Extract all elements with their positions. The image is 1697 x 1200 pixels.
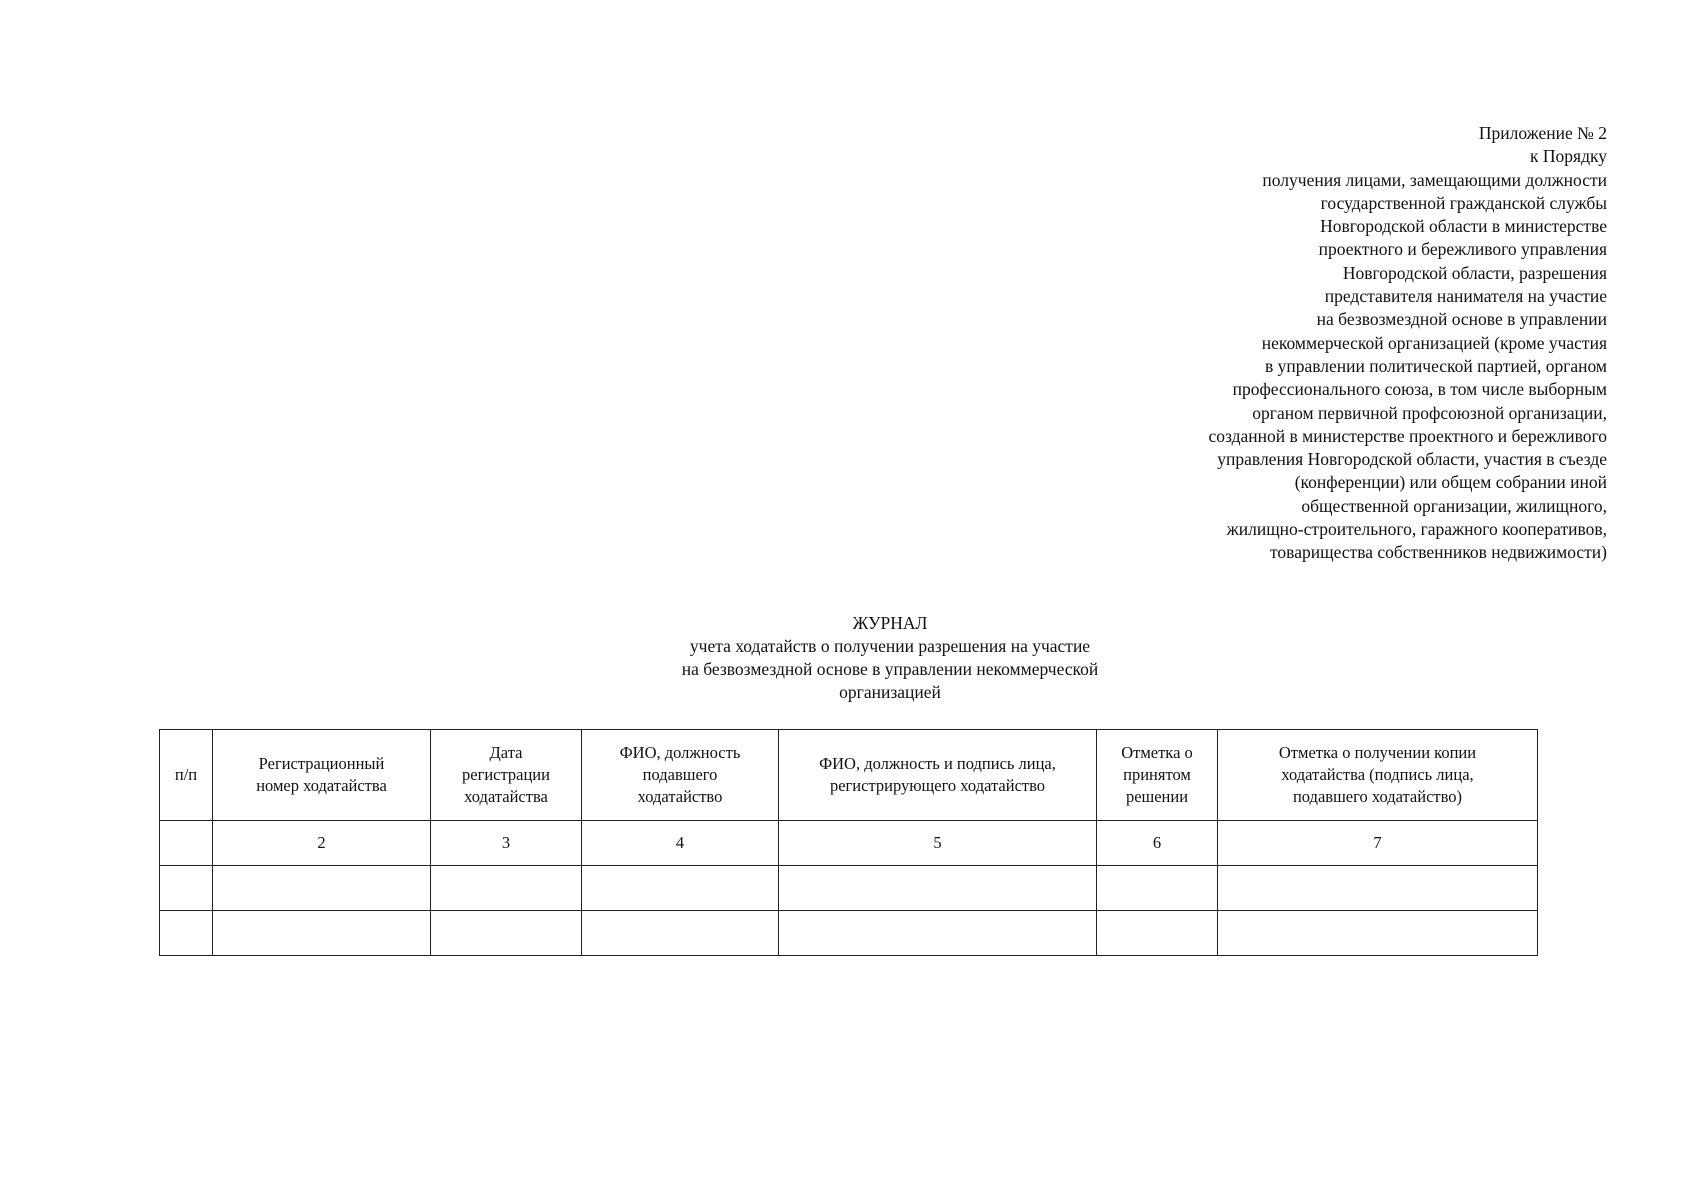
header-text: ходатайства <box>464 787 548 806</box>
journal-subtitle-line: организацией <box>839 682 941 702</box>
header-cell-registration-number <box>213 730 431 821</box>
table-cell <box>1218 911 1538 956</box>
header-text: ходатайство <box>637 787 723 806</box>
column-number-cell: 3 <box>431 821 582 866</box>
appendix-line: получения лицами, замещающими должности <box>1262 169 1607 190</box>
appendix-line: общественной организации, жилищного, <box>1301 495 1607 516</box>
header-text: Регистрационный <box>258 754 385 773</box>
journal-table <box>159 729 1538 956</box>
column-number-cell: 7 <box>1218 821 1538 866</box>
column-number-cell: 5 <box>779 821 1097 866</box>
header-text: п/п <box>174 765 198 784</box>
appendix-line: управления Новгородской области, участия в съезде <box>1217 449 1607 470</box>
table-cell <box>160 911 213 956</box>
appendix-line: к Порядку <box>1530 146 1607 167</box>
journal-subtitle-line: учета ходатайств о получении разрешения на участие <box>689 636 1091 656</box>
appendix-line: Новгородской области, разрешения <box>1342 262 1607 283</box>
header-cell-number <box>160 730 213 821</box>
header-text: Дата <box>489 743 523 762</box>
column-number-row <box>160 821 1538 866</box>
header-text: ФИО, должность и подпись лица, <box>819 754 1056 773</box>
table-row <box>160 866 1538 911</box>
appendix-line: государственной гражданской службы <box>1320 192 1607 213</box>
table-cell <box>431 911 582 956</box>
header-text: подавшего ходатайство) <box>1292 787 1463 806</box>
header-text: подавшего <box>642 765 718 784</box>
table-cell <box>1097 866 1218 911</box>
header-text: регистрации <box>462 765 550 784</box>
header-text: ходатайства (подпись лица, <box>1281 765 1474 784</box>
table-cell <box>1218 866 1538 911</box>
column-number-cell: 2 <box>213 821 431 866</box>
header-text: Отметка о получении копии <box>1278 743 1477 762</box>
table-cell <box>582 911 779 956</box>
journal-subtitle-line: на безвозмездной основе в управлении некоммерческой <box>681 659 1099 679</box>
header-text: принятом <box>1123 765 1191 784</box>
appendix-line: представителя нанимателя на участие <box>1324 286 1607 307</box>
table-cell <box>1097 911 1218 956</box>
appendix-line: органом первичной профсоюзной организации, <box>1252 402 1607 423</box>
header-cell-registration-date <box>431 730 582 821</box>
appendix-block <box>1047 122 1607 565</box>
appendix-line: Приложение № 2 <box>1478 123 1607 143</box>
appendix-line: (конференции) или общем собрании иной <box>1294 472 1607 493</box>
appendix-line: в управлении политической партией, органом <box>1265 355 1607 376</box>
appendix-line: товарищества собственников недвижимости) <box>1270 542 1607 563</box>
journal-title: ЖУРНАЛ <box>852 613 928 633</box>
column-number-cell <box>160 821 213 866</box>
column-number-cell: 6 <box>1097 821 1218 866</box>
appendix-line: некоммерческой организацией (кроме участия <box>1261 332 1607 353</box>
table-cell <box>431 866 582 911</box>
appendix-line: созданной в министерстве проектного и бережливого <box>1208 425 1607 446</box>
table-cell <box>779 866 1097 911</box>
appendix-line: проектного и бережливого управления <box>1318 239 1607 260</box>
header-cell-applicant <box>582 730 779 821</box>
header-text: Отметка о <box>1121 743 1193 762</box>
header-text: регистрирующего ходатайство <box>829 776 1046 795</box>
table-cell <box>582 866 779 911</box>
table-cell <box>213 866 431 911</box>
appendix-line: на безвозмездной основе в управлении <box>1316 309 1607 330</box>
header-text: решении <box>1125 787 1189 806</box>
header-text: ФИО, должность <box>619 743 741 762</box>
appendix-line: жилищно-строительного, гаражного кооперативов, <box>1226 519 1607 540</box>
journal-heading <box>560 612 1220 704</box>
header-cell-decision <box>1097 730 1218 821</box>
header-cell-registrar <box>779 730 1097 821</box>
header-cell-copy-receipt <box>1218 730 1538 821</box>
table-row <box>160 911 1538 956</box>
table-header-row <box>160 730 1538 821</box>
appendix-line: профессионального союза, в том числе выборным <box>1232 379 1607 400</box>
header-text: номер ходатайства <box>256 776 387 795</box>
table-cell <box>213 911 431 956</box>
table-cell <box>779 911 1097 956</box>
appendix-line: Новгородской области в министерстве <box>1320 216 1607 237</box>
column-number-cell: 4 <box>582 821 779 866</box>
table-cell <box>160 866 213 911</box>
